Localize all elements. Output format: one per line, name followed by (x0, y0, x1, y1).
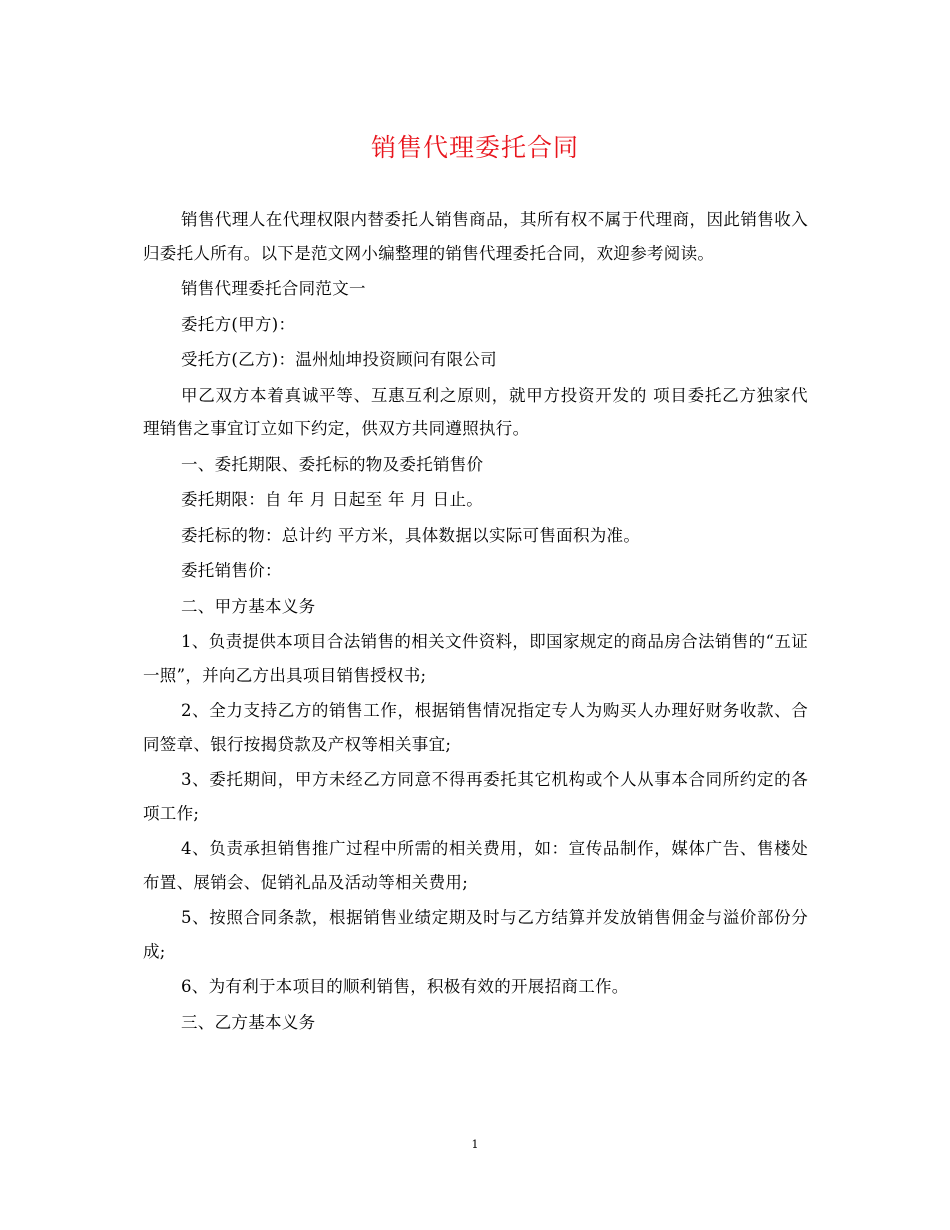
document-body (143, 203, 808, 1041)
clause-a-1: 1、负责提供本项目合法销售的相关文件资料，即国家规定的商品房合法销售的“五证一照”，并向乙方出具项目销售授权书; (143, 632, 808, 685)
document-title: 销售代理委托合同 (370, 133, 579, 162)
paragraph-principle: 甲乙双方本着真诚平等、互惠互利之原则，就甲方投资开发的 项目委托乙方独家代理销售之事宜订立如下约定，供双方共同遵照执行。 (143, 385, 808, 438)
paragraph-subject: 委托标的物：总计约 平方米，具体数据以实际可售面积为准。 (181, 525, 641, 545)
clause-a-6: 6、为有利于本项目的顺利销售，积极有效的开展招商工作。 (181, 977, 629, 996)
clause-a-5: 5、按照合同条款，根据销售业绩定期及时与乙方结算并发放销售佣金与溢价部份分成; (143, 908, 808, 961)
clause-a-2: 2、全力支持乙方的销售工作，根据销售情况指定专人为购买人办理好财务收款、合同签章、银行按揭贷款及产权等相关事宜; (143, 701, 808, 754)
section-heading-3: 三、乙方基本义务 (181, 1012, 316, 1032)
clause-a-3: 3、委托期间，甲方未经乙方同意不得再委托其它机构或个人从事本合同所约定的各项工作; (143, 770, 808, 823)
paragraph-term: 委托期限：自 年 月 日起至 年 月 日止。 (181, 490, 484, 509)
page-number: 1 (471, 1138, 479, 1151)
paragraph-party-b: 受托方(乙方)：温州灿坤投资顾问有限公司 (181, 350, 497, 369)
paragraph-price: 委托销售价： (181, 561, 282, 580)
paragraph-intro: 销售代理人在代理权限内替委托人销售商品，其所有权不属于代理商，因此销售收入归委托人所有。以下是范文网小编整理的销售代理委托合同，欢迎参考阅读。 (143, 210, 808, 263)
paragraph-sample-heading: 销售代理委托合同范文一 (181, 279, 366, 298)
paragraph-party-a: 委托方(甲方)： (181, 314, 296, 334)
clause-a-4: 4、负责承担销售推广过程中所需的相关费用，如：宣传品制作，媒体广告、售楼处布置、展销会、促销礼品及活动等相关费用; (143, 839, 808, 892)
section-heading-2: 二、甲方基本义务 (181, 596, 316, 616)
section-heading-1: 一、委托期限、委托标的物及委托销售价 (181, 454, 484, 474)
